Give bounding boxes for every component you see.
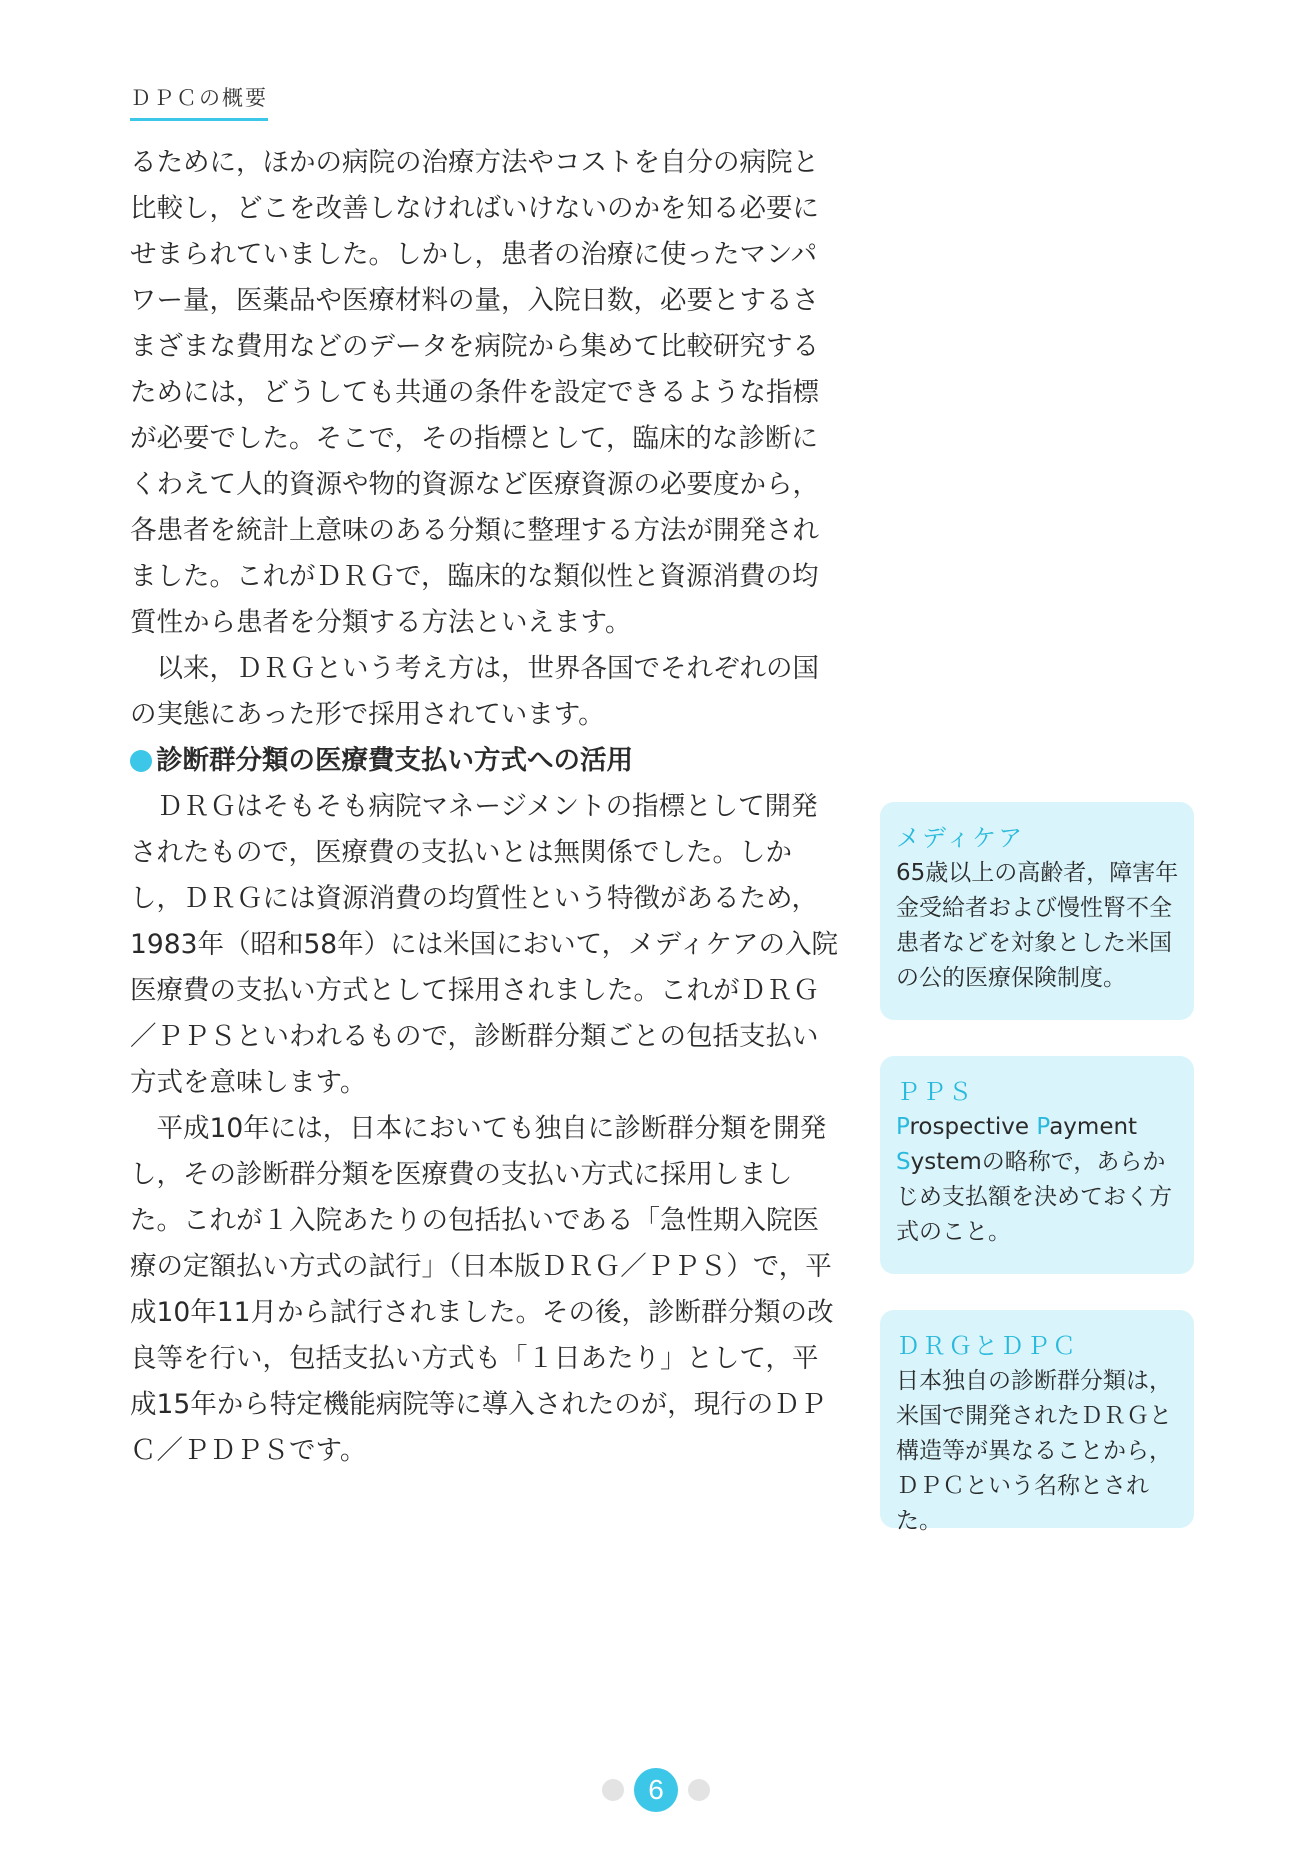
side-note-title: メディケア bbox=[896, 824, 1025, 852]
side-note-title: ＤＲＧとＤＰＣ bbox=[896, 1332, 1078, 1360]
initial-letter: S bbox=[896, 1149, 911, 1175]
side-note-body bbox=[896, 1110, 1180, 1250]
side-note-medicare bbox=[880, 802, 1194, 1020]
running-header bbox=[130, 82, 268, 121]
page-number: 6 bbox=[634, 1768, 678, 1812]
body-paragraph-1: るために，ほかの病院の治療方法やコストを自分の病院と比較し，どこを改善しなければいけないのかを知る必要にせまられていました。しかし，患者の治療に使ったマンパワー量，医薬品や医療材料の量，入院日数，必要とするさまざまな費用などのデータを病院から集めて比較研究するためには，どうしても共通の条件を設定できるような指標が必要でした。そこで，その指標として，臨床的な診断にくわえて人的資源や物的資源など医療資源の必要度から，各患者を統計上意味のある分類に整理する方法が開発されました。これがＤＲＧで，臨床的な類似性と資源消費の均質性から患者を分類する方法といえます。 bbox=[130, 147, 819, 638]
page-number-footer bbox=[0, 1768, 1312, 1812]
body-paragraph-2: 以来，ＤＲＧという考え方は，世界各国でそれぞれの国の実態にあった形で採用されています。 bbox=[130, 653, 819, 730]
side-note-body: 日本独自の診断群分類は，米国で開発されたＤＲＧと構造等が異なることから，ＤＰＣという名称とされた。 bbox=[896, 1368, 1172, 1534]
side-note-rest: の略称で，あらかじめ支払額を決めておく方式のこと。 bbox=[896, 1149, 1172, 1245]
decor-dot-left bbox=[602, 1779, 624, 1801]
word: ystem bbox=[910, 1149, 982, 1175]
word: rospective bbox=[909, 1114, 1037, 1140]
side-note-pps bbox=[880, 1056, 1194, 1274]
body-paragraph-3: ＤＲＧはそもそも病院マネージメントの指標として開発されたもので，医療費の支払いとは無関係でした。しかし，ＤＲＧには資源消費の均質性という特徴があるため，1983年（昭和58年）には米国において，メディケアの入院医療費の支払い方式として採用されました。これがＤＲＧ／ＰＰＳといわれるもので，診断群分類ごとの包括支払い方式を意味します。 bbox=[130, 791, 839, 1098]
body-paragraph-4: 平成10年には，日本においても独自に診断群分類を開発し，その診断群分類を医療費の支払い方式に採用しました。これが１入院あたりの包括払いである「急性期入院医療の定額払い方式の試行」（日本版ＤＲＧ／ＰＰＳ）で，平成10年11月から試行されました。その後，診断群分類の改良等を行い，包括支払い方式も「１日あたり」として，平成15年から特定機能病院等に導入されたのが，現行のＤＰＣ／ＰＤＰＳです。 bbox=[130, 1113, 834, 1466]
initial-letter: P bbox=[1036, 1114, 1050, 1140]
side-note-title: ＰＰＳ bbox=[896, 1078, 974, 1106]
section-heading-text: 診断群分類の医療費支払い方式への活用 bbox=[156, 745, 633, 776]
bullet-circle-icon bbox=[130, 750, 152, 772]
section-heading bbox=[130, 738, 840, 784]
main-text bbox=[130, 140, 840, 1474]
decor-dot-right bbox=[688, 1779, 710, 1801]
side-note-body: 65歳以上の高齢者，障害年金受給者および慢性腎不全患者などを対象とした米国の公的医療保険制度。 bbox=[896, 860, 1179, 991]
header-title: ＤＰＣの概要 bbox=[130, 86, 268, 110]
word: ayment bbox=[1049, 1114, 1138, 1140]
initial-letter: P bbox=[896, 1114, 910, 1140]
side-note-drg-dpc bbox=[880, 1310, 1194, 1534]
